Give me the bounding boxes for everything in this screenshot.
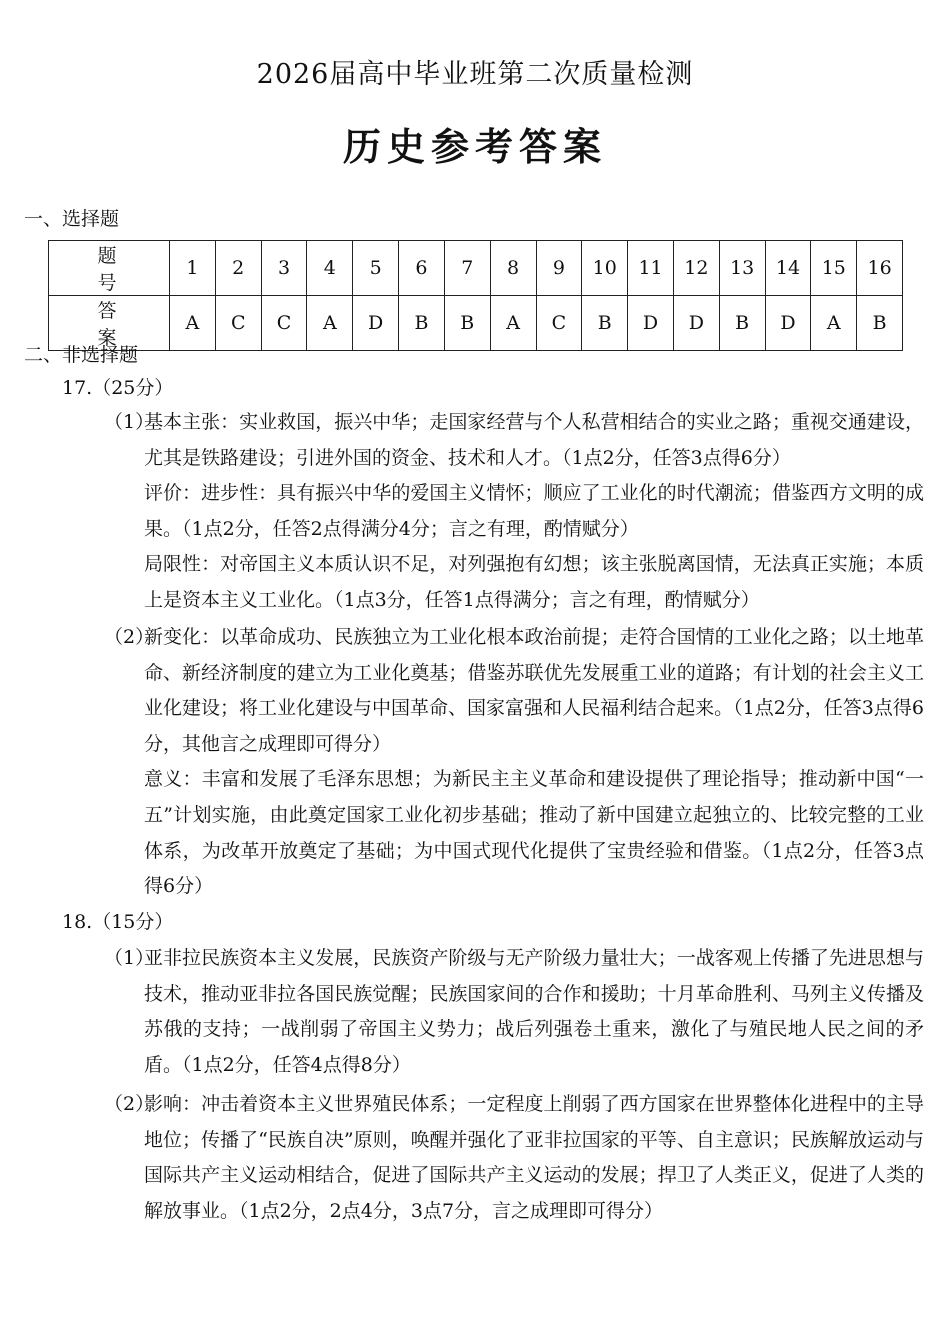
question-number-cell: 7 (444, 241, 490, 296)
question-number-cell: 1 (170, 241, 216, 296)
answer-cell: C (536, 296, 582, 351)
answer-cell: B (719, 296, 765, 351)
question-number-cell: 5 (353, 241, 399, 296)
question-number-cell: 9 (536, 241, 582, 296)
part-number: （2） (104, 1093, 155, 1115)
question-18-label: 18.（15分） (62, 911, 174, 933)
question-number-cell: 8 (490, 241, 536, 296)
answer-cell: A (490, 296, 536, 351)
part-number: （1） (104, 947, 155, 969)
question-number-row (49, 241, 903, 296)
q18-part2 (104, 1087, 924, 1229)
q17-part1-proposal: 基本主张：实业救国，振兴中华；走国家经营与个人私营相结合的实业之路；重视交通建设，尤其是铁路建设；引进外国的资金、技术和人才。（1点2分，任答3点得6分） (144, 411, 924, 469)
question-number-cell: 3 (261, 241, 307, 296)
q17-part2-significance: 意义：丰富和发展了毛泽东思想；为新民主主义革命和建设提供了理论指导；推动新中国“一五”计划实施，由此奠定国家工业化初步基础；推动了新中国建立起独立的、比较完整的工业体系，为改革开放奠定了基础；为中国式现代化提供了宝贵经验和借鉴。（1点2分，任答3点得6分） (144, 768, 924, 898)
exam-title: 2026届高中毕业班第二次质量检测 (256, 59, 694, 90)
answer-cell: D (353, 296, 399, 351)
question-number-cell: 2 (215, 241, 261, 296)
q17-part1 (104, 405, 924, 619)
part-number: （2） (104, 626, 155, 648)
answer-cell: C (261, 296, 307, 351)
row-label-answer: 答 案 (49, 296, 170, 351)
q18-part1 (104, 941, 924, 1083)
answer-cell: B (444, 296, 490, 351)
answer-cell: B (582, 296, 628, 351)
answer-table (48, 240, 903, 351)
question-17-label: 17.（25分） (62, 377, 174, 399)
answer-cell: A (307, 296, 353, 351)
answer-cell: B (399, 296, 445, 351)
question-number-cell: 4 (307, 241, 353, 296)
answer-cell: D (628, 296, 674, 351)
q17-part2 (104, 620, 924, 905)
q17-part1-evaluation: 评价：进步性：具有振兴中华的爱国主义情怀；顺应了工业化的时代潮流；借鉴西方文明的成果。（1点2分，任答2点得满分4分；言之有理，酌情赋分） (144, 482, 924, 540)
answer-row (49, 296, 903, 351)
row-label-number: 题 号 (49, 241, 170, 296)
question-number-cell: 13 (719, 241, 765, 296)
answer-cell: C (215, 296, 261, 351)
answer-cell: D (765, 296, 811, 351)
question-number-cell: 15 (811, 241, 857, 296)
answer-cell: A (811, 296, 857, 351)
question-number-cell: 12 (673, 241, 719, 296)
answer-cell: A (170, 296, 216, 351)
question-number-cell: 11 (628, 241, 674, 296)
question-number-cell: 6 (399, 241, 445, 296)
part-number: （1） (104, 411, 155, 433)
answer-cell: B (857, 296, 903, 351)
section-heading-nonchoice: 二、非选择题 (24, 344, 139, 366)
q17-part2-changes: 新变化：以革命成功、民族独立为工业化根本政治前提；走符合国情的工业化之路；以土地革命、新经济制度的建立为工业化奠基；借鉴苏联优先发展重工业的道路；有计划的社会主义工业化建设；将工业化建设与中国革命、国家富强和人民福利结合起来。（1点2分，任答3点得6分，其他言之成理即可得分） (144, 626, 924, 755)
question-number-cell: 16 (857, 241, 903, 296)
q17-part1-limitation: 局限性：对帝国主义本质认识不足，对列强抱有幻想；该主张脱离国情，无法真正实施；本质上是资本主义工业化。（1点3分，任答1点得满分；言之有理，酌情赋分） (144, 553, 924, 611)
question-number-cell: 14 (765, 241, 811, 296)
section-heading-choice: 一、选择题 (24, 208, 120, 230)
answer-cell: D (673, 296, 719, 351)
document-title: 历史参考答案 (342, 125, 607, 169)
q18-part2-impact: 影响：冲击着资本主义世界殖民体系；一定程度上削弱了西方国家在世界整体化进程中的主导地位；传播了“民族自决”原则，唤醒并强化了亚非拉国家的平等、自主意识；民族解放运动与国际共产主义运动相结合，促进了国际共产主义运动的发展；捍卫了人类正义，促进了人类的解放事业。（1点2分，2点4分，3点7分，言之成理即可得分） (144, 1093, 924, 1222)
q18-part1-answer: 亚非拉民族资本主义发展，民族资产阶级与无产阶级力量壮大；一战客观上传播了先进思想与技术，推动亚非拉各国民族觉醒；民族国家间的合作和援助；十月革命胜利、马列主义传播及苏俄的支持；一战削弱了帝国主义势力；战后列强卷土重来，激化了与殖民地人民之间的矛盾。（1点2分，任答4点得8分） (144, 947, 924, 1076)
question-number-cell: 10 (582, 241, 628, 296)
